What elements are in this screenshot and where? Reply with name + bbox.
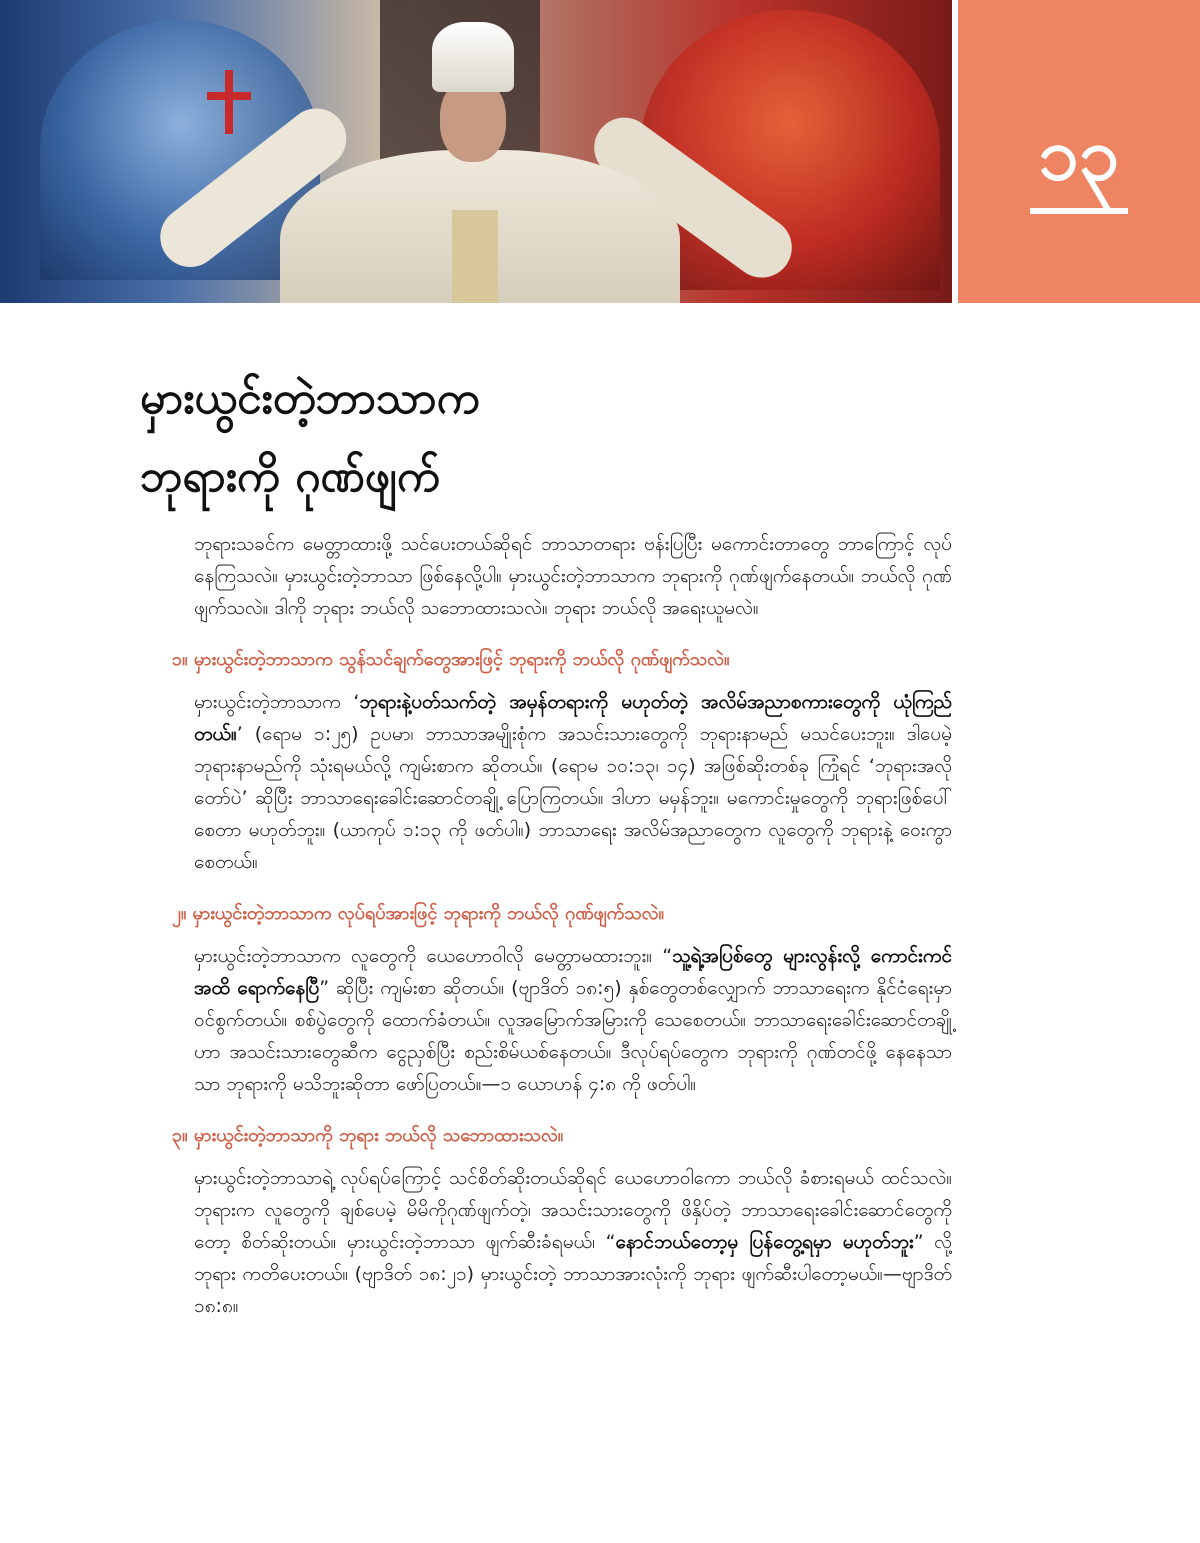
- chapter-underline: [1030, 208, 1128, 214]
- page-title: [140, 360, 960, 516]
- section-paragraph-2: မှားယွင်းတဲ့ဘာသာက လူတွေကို ယေဟောဝါလို မေတ္တာမထားဘူး။ “သူ့ရဲ့အပြစ်တွေ များလွန်းလို့ ကောင်းကင်အထိ ရောက်နေပြီ” ဆိုပြီး ကျမ်းစာ ဆိုတယ်။ (ဗျာဒိတ် ၁၈:၅) နှစ်တွေတစ်လျှောက် ဘာသာရေးက နိုင်ငံရေးမှာ ဝင်စွက်တယ်။ စစ်ပွဲတွေကို ထောက်ခံတယ်။ လူအမြောက်အမြားကို သေစေတယ်။ ဘာသာရေးခေါင်းဆောင်တချို့ဟာ အသင်းသားတွေဆီက ငွေညှစ်ပြီး စည်းစိမ်ယစ်နေတယ်။ ဒီလုပ်ရပ်တွေက ဘုရားကို ဂုဏ်တင်ဖို့ နေနေသာသာ ဘုရားကို မသိဘူးဆိုတာ ဖော်ပြတယ်။—၁ ယောဟန် ၄:၈ ကို ဖတ်ပါ။: [194, 945, 952, 1095]
- quote-bold-3: နောင်ဘယ်တော့မှ ပြန်တွေ့ရမှာ မဟုတ်ဘူး: [615, 1231, 914, 1253]
- hero-image: [0, 0, 952, 303]
- section-paragraph-1: မှားယွင်းတဲ့ဘာသာက ‘ဘုရားနဲ့ပတ်သက်တဲ့ အမှန်တရားကို မဟုတ်တဲ့ အလိမ်အညာစကားတွေကို ယုံကြည်တယ်။’ (ရောမ ၁:၂၅) ဥပမာ၊ ဘာသာအမျိုးစုံက အသင်းသားတွေကို ဘုရားနာမည် မသင်ပေးဘူး။ ဒါပေမဲ့ ဘုရားနာမည်ကို သုံးရမယ်လို့ ကျမ်းစာက ဆိုတယ်။ (ရောမ ၁၀:၁၃၊ ၁၄) အဖြစ်ဆိုးတစ်ခု ကြုံရင် ‘ဘုရားအလိုတော်ပဲ’ ဆိုပြီး ဘာသာရေးခေါင်းဆောင်တချို့ ပြောကြတယ်။ ဒါဟာ မမှန်ဘူး။ မကောင်းမှုတွေကို ဘုရားဖြစ်ပေါ်စေတာ မဟုတ်ဘူး။ (ယာကုပ် ၁:၁၃ ကို ဖတ်ပါ။) ဘာသာရေး အလိမ်အညာတွေက လူတွေကို ဘုရားနဲ့ ဝေးကွာစေတယ်။: [194, 691, 952, 873]
- title-line-1: မှားယွင်းတဲ့ဘာသာက: [140, 373, 480, 424]
- chapter-number: ၁၃: [1038, 112, 1120, 196]
- article-body: [172, 528, 952, 1322]
- section-heading-2: ၂။ မှားယွင်းတဲ့ဘာသာက လုပ်ရပ်အားဖြင့် ဘုရားကို ဘယ်လို ဂုဏ်ဖျက်သလဲ။: [172, 903, 664, 924]
- chapter-badge: [958, 0, 1200, 303]
- cross-icon-bar: [207, 92, 251, 100]
- section-paragraph-3: မှားယွင်းတဲ့ဘာသာရဲ့ လုပ်ရပ်ကြောင့် သင်စိတ်ဆိုးတယ်ဆိုရင် ယေဟောဝါကော ဘယ်လို ခံစားရမယ် ထင်သလဲ။ ဘုရားက လူတွေကို ချစ်ပေမဲ့ မိမိကိုဂုဏ်ဖျက်တဲ့၊ အသင်းသားတွေကို ဖိနှိပ်တဲ့ ဘာသာရေးခေါင်းဆောင်တွေကိုတော့ စိတ်ဆိုးတယ်။ မှားယွင်းတဲ့ဘာသာ ဖျက်ဆီးခံရမယ်၊ “နောင်ဘယ်တော့မှ ပြန်တွေ့ရမှာ မဟုတ်ဘူး” လို့ ဘုရား ကတိပေးတယ်။ (ဗျာဒိတ် ၁၈:၂၁) မှားယွင်းတဲ့ ဘာသာအားလုံးကို ဘုရား ဖျက်ဆီးပါတော့မယ်။—ဗျာဒိတ် ၁၈:၈။: [194, 1167, 952, 1317]
- quote-bold-2: သူ့ရဲ့အပြစ်တွေ များလွန်းလို့ ကောင်းကင်အထိ ရောက်နေပြီ: [194, 945, 952, 999]
- cross-icon: [225, 70, 233, 134]
- quote-bold-1: ဘုရားနဲ့ပတ်သက်တဲ့ အမှန်တရားကို မဟုတ်တဲ့ အလိမ်အညာစကားတွေကို ယုံကြည်တယ်။: [194, 691, 952, 745]
- mitre-hat: [432, 22, 514, 92]
- title-line-2: ဘုရားကို ဂုဏ်ဖျက်: [140, 451, 440, 502]
- section-heading-3: ၃။ မှားယွင်းတဲ့ဘာသာကို ဘုရား ဘယ်လို သဘောထားသလဲ။: [172, 1125, 564, 1146]
- clergy-stole: [452, 210, 498, 303]
- intro-paragraph: ဘုရားသခင်က မေတ္တာထားဖို့ သင်ပေးတယ်ဆိုရင် ဘာသာတရား ဗန်းပြပြီး မကောင်းတာတွေ ဘာကြောင့် လုပ်နေကြသလဲ။ မှားယွင်းတဲ့ဘာသာ ဖြစ်နေလို့ပါ။ မှားယွင်းတဲ့ဘာသာက ဘုရားကို ဂုဏ်ဖျက်နေတယ်။ ဘယ်လို ဂုဏ်ဖျက်သလဲ။ ဒါကို ဘုရား ဘယ်လို သဘောထားသလဲ။ ဘုရား ဘယ်လို အရေးယူမလဲ။: [194, 533, 952, 619]
- section-heading-1: ၁။ မှားယွင်းတဲ့ဘာသာက သွန်သင်ချက်တွေအားဖြင့် ဘုရားကို ဘယ်လို ဂုဏ်ဖျက်သလဲ။: [172, 649, 730, 670]
